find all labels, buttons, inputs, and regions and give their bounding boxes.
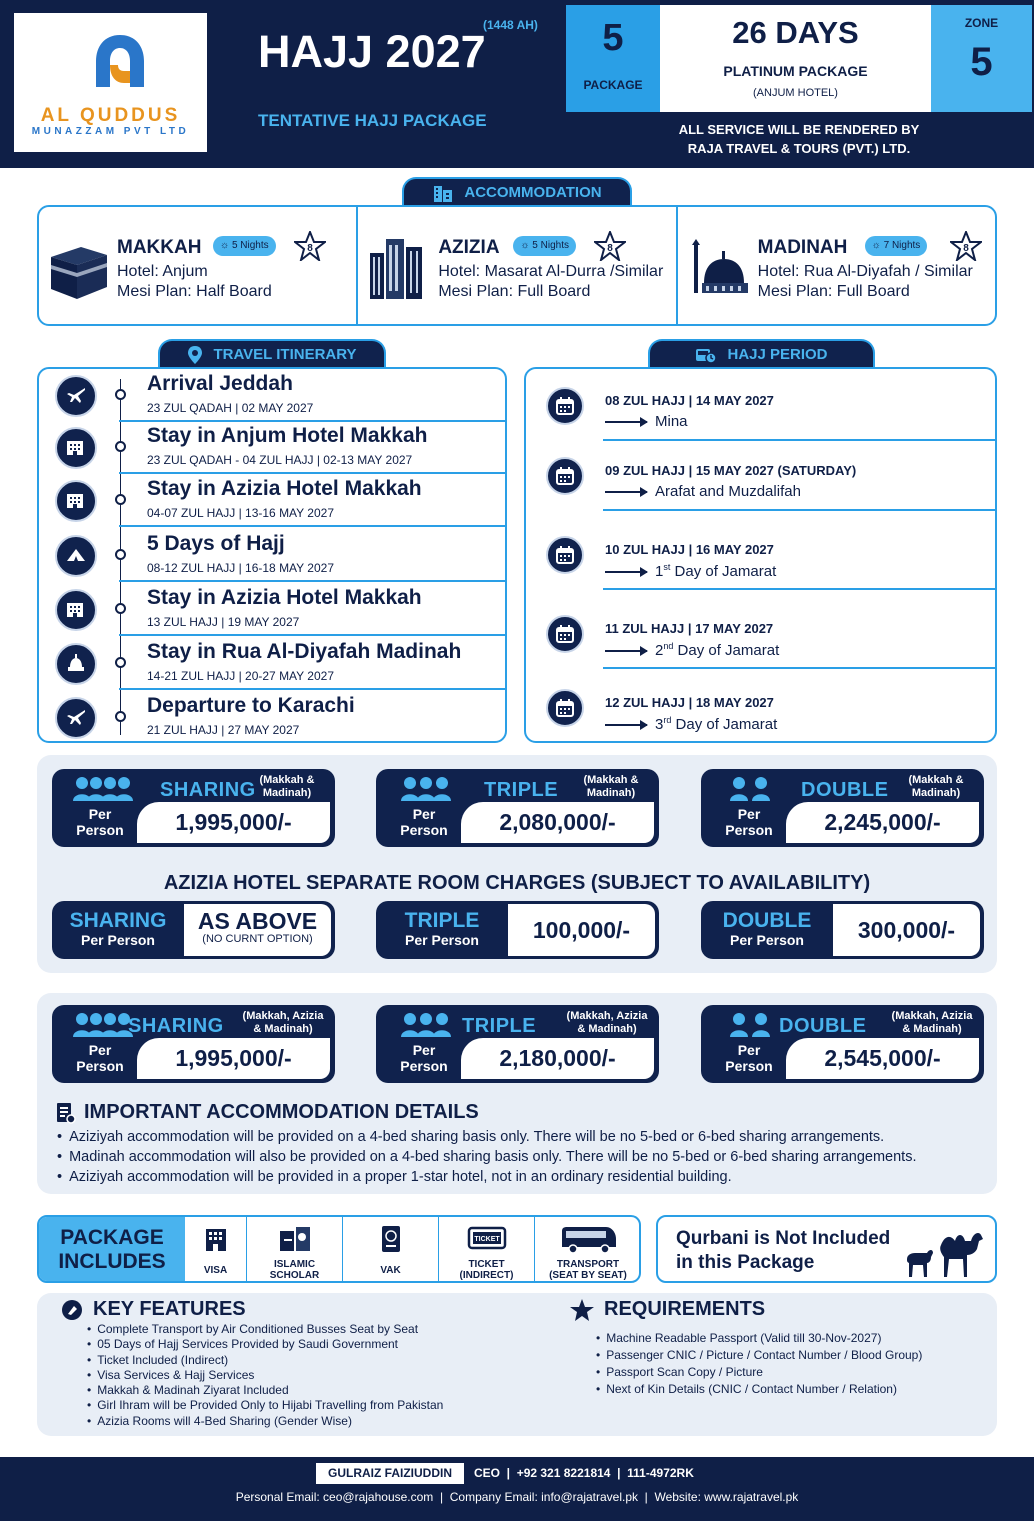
azizia-separate-title: AZIZIA HOTEL SEPARATE ROOM CHARGES (SUBJECT TO AVAILABILITY) [163,872,871,894]
row-divider [119,634,505,636]
plane-icon [55,697,97,739]
star-icon [570,1299,594,1321]
timeline-dot [115,657,126,668]
activity-ordinal: rd [663,715,672,725]
include-label: VISA [203,1265,228,1276]
itinerary-item [39,691,505,745]
activity-text: Arafat and Muzdalifah [655,483,801,500]
feature-item: • Makkah & Madinah Ziyarat Included [87,1383,443,1398]
itinerary-title: Arrival Jeddah [147,372,293,395]
zone-label: ZONE [964,16,999,30]
include-label: TRANSPORT (SEAT BY SEAT) [549,1259,627,1281]
people-icon [721,775,785,810]
hotel-name: Hotel: Anjum [117,263,208,280]
row-divider [603,439,995,441]
room-price: 1,995,000/- [137,1038,330,1079]
hotel-name: Hotel: Masarat Al-Durra /Similar [438,263,664,280]
itinerary-title: Stay in Azizia Hotel Makkah [147,477,422,500]
timeline-dot [115,711,126,722]
itinerary-item [39,474,505,528]
main-card-sharing [52,769,335,847]
hajj-period-heading [648,339,875,368]
location-pin-icon [187,346,203,364]
room-price: 2,545,000/- [786,1038,979,1079]
include-item [535,1217,641,1283]
nights-badge [213,236,276,256]
calendar-icon [546,457,584,495]
row-divider [119,525,505,527]
row-divider [119,580,505,582]
itinerary-item [39,583,505,637]
room-coverage: (Makkah, Azizia & Madinah) [891,1010,973,1035]
page-title: HAJJ 2027 [258,26,486,77]
package-days: 26 DAYS [732,15,859,50]
full-card-sharing [52,1005,335,1083]
hajj-period-activity [605,413,688,430]
hajj-period-date: 09 ZUL HAJJ | 15 MAY 2027 (SATURDAY) [605,463,857,478]
hijri-year: (1448 AH) [483,18,538,32]
mosque-icon [690,239,752,297]
room-price: 2,245,000/- [786,802,979,843]
contact-emails: Personal Email: ceo@rajahouse.com | Company Email: info@rajatravel.pk | Website: www.rajatravel.pk [235,1490,799,1504]
svg-text:TICKET: TICKET [473,1236,500,1243]
azizia-card-double [701,901,984,959]
itinerary-item [39,529,505,583]
hotel-meal-plan: Mesi Plan: Full Board [438,283,591,300]
zone-box [931,5,1032,112]
camel-goat-icon [901,1223,987,1279]
calendar-icon [546,387,584,425]
moon-icon: ☼ [220,240,230,251]
building-icon [202,1225,230,1254]
itinerary-item [39,637,505,691]
details-heading [54,1101,479,1124]
feature-item: • Ticket Included (Indirect) [87,1353,443,1368]
requirements-heading [570,1298,765,1321]
hotel-card-azizia [358,207,677,324]
hajj-period-date: 11 ZUL HAJJ | 17 MAY 2027 [605,621,774,636]
room-type: SHARING [160,779,256,801]
star-rating-number: 8 [962,243,969,254]
room-coverage: (Makkah & Madinah) [908,774,964,799]
bus-calendar-icon [695,346,717,364]
room-coverage: (Makkah & Madinah) [583,774,639,799]
hajj-period-activity [605,641,779,659]
service-note [566,114,1032,164]
package-includes-label [39,1217,185,1283]
main-card-double [701,769,984,847]
qurbani-text [676,1227,890,1275]
hajj-period-date: 10 ZUL HAJJ | 16 MAY 2027 [605,542,774,557]
per-person-label: Per Person [400,806,448,838]
timeline-dot [115,549,126,560]
hajj-period-title: HAJJ PERIOD [727,346,828,363]
per-person-label: Per Person [400,1042,448,1074]
room-price: AS ABOVE (NO CURNT OPTION) [184,904,331,956]
row-divider [119,688,505,690]
accommodation-heading [402,177,632,206]
page-subtitle: TENTATIVE HAJJ PACKAGE [258,111,487,130]
itinerary-title: Stay in Anjum Hotel Makkah [147,424,428,447]
arrow-right-icon [605,650,647,652]
activity-ordinal: nd [663,641,674,651]
pricing-panel-full [37,993,997,1194]
itinerary-date: 21 ZUL HAJJ | 27 MAY 2027 [147,723,300,737]
logo-name: AL QUDDUS [40,105,181,126]
package-number: 5 [602,17,624,59]
star-rating-number: 8 [607,243,614,254]
activity-text: Mina [655,413,688,430]
hajj-period-activity [605,483,801,500]
room-type: SHARING [128,1015,224,1037]
ceo-name: GULRAIZ FAIZIUDDIN [316,1463,464,1484]
main-card-triple [376,769,659,847]
room-price: 2,080,000/- [461,802,654,843]
azizia-card-triple [376,901,659,959]
hotel-meal-plan: Mesi Plan: Full Board [757,283,910,300]
itinerary-title: Stay in Azizia Hotel Makkah [147,586,422,609]
include-item [247,1217,343,1283]
people-icon [396,1011,460,1046]
zone-number: 5 [970,40,993,84]
buildings-icon [368,237,426,299]
feature-item: • 05 Days of Hajj Services Provided by Saudi Government [87,1337,443,1352]
include-item [439,1217,535,1283]
hotel-icon [55,480,97,522]
plane-icon [55,375,97,417]
detail-item: • Madinah accommodation will also be provided on a 4-bed sharing basis only. There will be no 5-bed or 6-bed sharing arrangements. [69,1147,916,1167]
requirement-item: • Machine Readable Passport (Valid till 30-Nov-2027) [596,1330,922,1347]
feature-item: • Azizia Rooms will 4-Bed Sharing (Gender Wise) [87,1414,443,1429]
kaaba-icon [47,243,111,301]
logo-subtitle: MUNAZZAM PVT LTD [31,126,190,137]
package-includes-line-1: PACKAGE [60,1226,164,1249]
detail-item: • Aziziyah accommodation will be provided in a proper 1-star hotel, not in an ordinary residential building. [69,1167,916,1187]
accommodation-title: ACCOMMODATION [464,184,602,201]
itinerary-title: Departure to Karachi [147,694,355,717]
hotel-meal-plan: Mesi Plan: Half Board [117,283,272,300]
nights-label: 5 Nights [231,240,269,251]
hotel-icon [55,589,97,631]
bus-icon [558,1225,618,1258]
mosque-icon [55,643,97,685]
timeline-dot [115,389,126,400]
hajj-period-date: 12 ZUL HAJJ | 18 MAY 2027 [605,695,774,710]
hotel-card-madinah [678,207,995,324]
features-panel [37,1293,997,1436]
include-label: ISLAMIC SCHOLAR [269,1259,320,1281]
details-title: IMPORTANT ACCOMMODATION DETAILS [84,1101,479,1123]
key-features-heading [61,1298,246,1321]
service-line-2: RAJA TRAVEL & TOURS (PVT.) LTD. [687,141,911,156]
qurbani-line-2: in this Package [676,1252,815,1273]
timeline-dot [115,603,126,614]
feature-item: • Complete Transport by Air Conditioned Busses Seat by Seat [87,1322,443,1337]
room-price: 300,000/- [833,904,980,956]
logo [14,13,207,152]
hajj-period-activity [605,562,776,580]
qurbani-line-1: Qurbani is Not Included [676,1228,891,1249]
passport-icon [380,1225,402,1256]
activity-rest: Day of Jamarat [670,563,777,580]
row-divider [603,509,995,511]
itinerary-date: 14-21 ZUL HAJJ | 20-27 MAY 2027 [147,669,334,683]
room-coverage: (Makkah, Azizia & Madinah) [242,1010,324,1035]
timeline-dot [115,441,126,452]
activity-ordinal: st [663,562,671,572]
room-price: 2,180,000/- [461,1038,654,1079]
activity-rest: Day of Jamarat [673,642,780,659]
activity-text: 2 [655,642,664,659]
moon-icon: ☼ [520,240,530,251]
room-coverage: (Makkah, Azizia & Madinah) [566,1010,648,1035]
accommodation-box [37,205,997,326]
azizia-card-sharing [52,901,335,959]
star-rating-icon [294,231,326,261]
people-icon [396,775,460,810]
room-coverage: (Makkah & Madinah) [259,774,315,799]
itinerary-title: TRAVEL ITINERARY [213,346,357,363]
package-includes-line-2: INCLUDES [58,1250,166,1273]
package-includes [37,1215,641,1283]
itinerary-date: 08-12 ZUL HAJJ | 16-18 MAY 2027 [147,561,334,575]
detail-item: • Aziziyah accommodation will be provided on a 4-bed sharing basis only. There will be no 5-bed or 6-bed sharing arrangements. [69,1127,916,1147]
package-hotel-note: (ANJUM HOTEL) [753,87,838,99]
arrow-right-icon [605,491,647,493]
star-rating-icon [950,231,982,261]
building-icon [432,184,454,202]
timeline-dot [115,494,126,505]
calendar-icon [546,536,584,574]
hajj-period-date: 08 ZUL HAJJ | 14 MAY 2027 [605,393,774,408]
row-divider [603,588,995,590]
feature-item: • Visa Services & Hajj Services [87,1368,443,1383]
itinerary-box [37,367,507,743]
calendar-icon [546,689,584,727]
row-divider [603,667,995,669]
key-features-title: KEY FEATURES [93,1298,246,1320]
document-list-icon [54,1102,76,1124]
requirements-list [596,1330,922,1398]
feature-item: • Girl Ihram will be Provided Only to Hijabi Travelling from Pakistan [87,1398,443,1413]
include-label: TICKET (INDIRECT) [459,1259,514,1281]
qurbani-note [656,1215,997,1283]
footer [0,1457,1034,1521]
room-type: TRIPLE [462,1015,537,1037]
scholar-icon [278,1225,312,1258]
calendar-icon [546,615,584,653]
hotel-city: MADINAH [757,237,848,258]
star-rating-number: 8 [307,243,313,254]
room-type: DOUBLE Per Person [707,911,827,949]
requirement-item: • Passport Scan Copy / Picture [596,1364,922,1381]
logo-mark-icon [90,31,150,91]
details-list [69,1127,916,1187]
per-person-label: Per Person [725,806,773,838]
activity-text: 3 [655,716,664,733]
ceo-contact: CEO | +92 321 8221814 | 111-4972RK [474,1466,694,1480]
room-type: SHARING Per Person [58,911,178,949]
itinerary-title: Stay in Rua Al-Diyafah Madinah [147,640,462,663]
arrow-right-icon [605,724,647,726]
include-label: VAK [380,1265,401,1276]
include-item [185,1217,247,1283]
room-price: 1,995,000/- [137,802,330,843]
itinerary-date: 23 ZUL QADAH - 04 ZUL HAJJ | 02-13 MAY 2027 [147,453,413,467]
key-features-list [87,1322,443,1429]
hajj-period-activity [605,715,777,733]
people-icon [72,775,136,810]
itinerary-item [39,421,505,475]
hotel-city: MAKKAH [117,237,202,258]
itinerary-heading [158,339,386,368]
price-note: (NO CURNT OPTION) [202,933,313,945]
header [0,0,1034,168]
per-person-label: Per Person [76,1042,124,1074]
nights-label: 7 Nights [883,240,921,251]
days-box [660,5,931,112]
room-type: DOUBLE [801,779,889,801]
nights-label: 5 Nights [532,240,569,251]
requirement-item: • Passenger CNIC / Picture / Contact Number / Blood Group) [596,1347,922,1364]
activity-rest: Day of Jamarat [671,716,778,733]
per-person-label: Per Person [81,932,155,948]
hajj-period-box [524,367,997,743]
full-card-double [701,1005,984,1083]
itinerary-item [39,369,505,423]
nights-badge [865,236,928,256]
per-person-label: Per Person [76,806,124,838]
hotel-icon [55,427,97,469]
itinerary-date: 23 ZUL QADAH | 02 MAY 2027 [147,401,314,415]
activity-text: 1 [655,563,664,580]
itinerary-title: 5 Days of Hajj [147,532,285,555]
hotel-city: AZIZIA [438,237,500,258]
per-person-label: Per Person [725,1042,773,1074]
per-person-label: Per Person [730,932,804,948]
room-price: 100,000/- [508,904,655,956]
full-card-triple [376,1005,659,1083]
room-type: TRIPLE Per Person [382,911,502,949]
itinerary-date: 04-07 ZUL HAJJ | 13-16 MAY 2027 [147,506,334,520]
package-name: PLATINUM PACKAGE [723,63,868,79]
room-type: DOUBLE [779,1015,867,1037]
people-icon [72,1011,136,1046]
requirements-title: REQUIREMENTS [604,1298,766,1320]
pricing-panel-makkah-madinah [37,755,997,973]
moon-icon: ☼ [871,240,881,251]
hotel-name: Hotel: Rua Al-Diyafah / Similar [757,263,973,280]
arrow-right-icon [605,571,647,573]
package-label: PACKAGE [583,78,643,92]
star-rating-icon [594,231,626,261]
package-number-box [566,5,660,112]
hotel-card-makkah [39,207,358,324]
arrow-right-icon [605,421,647,423]
people-icon [721,1011,785,1046]
tent-icon [55,535,97,577]
ticket-icon [467,1225,507,1254]
room-type: TRIPLE [484,779,559,801]
per-person-label: Per Person [405,932,479,948]
tag-icon [61,1299,83,1321]
service-line-1: ALL SERVICE WILL BE RENDERED BY [678,122,920,137]
nights-badge [513,236,576,256]
include-item [343,1217,439,1283]
itinerary-date: 13 ZUL HAJJ | 19 MAY 2027 [147,615,300,629]
requirement-item: • Next of Kin Details (CNIC / Contact Number / Relation) [596,1381,922,1398]
